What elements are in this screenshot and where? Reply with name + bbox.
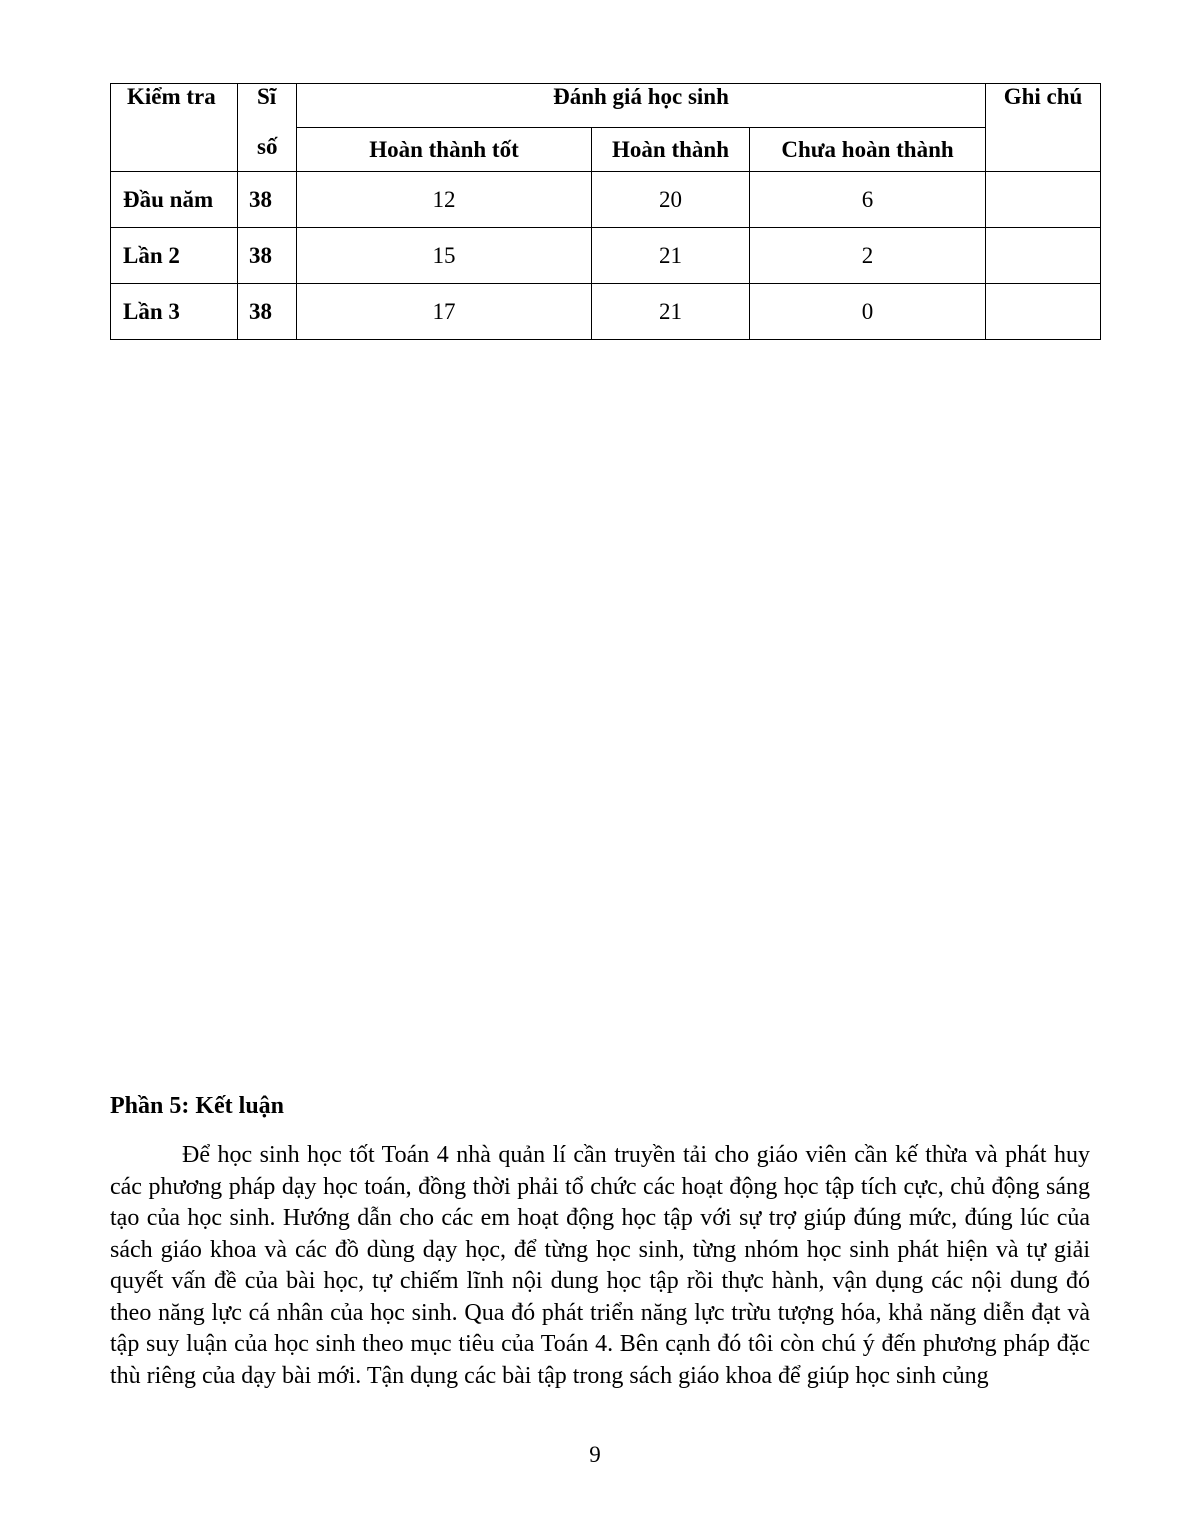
section-paragraph: Để học sinh học tốt Toán 4 nhà quản lí cần truyền tải cho giáo viên cần kế thừa và phát huy các phương pháp dạy học toán, đồng thời phải tổ chức các hoạt động học tập tích cực, chủ động sáng tạo của học sinh. Hướng dẫn cho các em hoạt động học tập với sự trợ giúp đúng mức, đúng lúc của sách giáo khoa và các đồ dùng dạy học, để từng học sinh, từng nhóm học sinh phát hiện và tự giải quyết vấn đề của bài học, tự chiếm lĩnh nội dung học tập rồi thực hành, vận dụng các nội dung đó theo năng lực cá nhân của học sinh. Qua đó phát triển năng lực trừu tượng hóa, khả năng diễn đạt và tập suy luận của học sinh theo mục tiêu của Toán 4. Bên cạnh đó tôi còn chú ý đến phương pháp đặc thù riêng của dạy bài mới. Tận dụng các bài tập trong sách giáo khoa để giúp học sinh củng bbox=[110, 1142, 1090, 1389]
row-label: Đầu năm bbox=[111, 172, 238, 228]
row-chua-hoan-thanh: 2 bbox=[750, 228, 986, 284]
page-number: 9 bbox=[589, 1442, 601, 1467]
row-chua-hoan-thanh: 6 bbox=[750, 172, 986, 228]
row-hoan-thanh-tot: 12 bbox=[297, 172, 592, 228]
row-si-so: 38 bbox=[238, 228, 297, 284]
row-hoan-thanh-tot: 17 bbox=[297, 284, 592, 340]
header-si-so-top: Sĩ bbox=[238, 84, 297, 128]
header-hoan-thanh-tot: Hoàn thành tốt bbox=[297, 128, 592, 172]
row-hoan-thanh: 20 bbox=[592, 172, 750, 228]
row-si-so: 38 bbox=[238, 284, 297, 340]
header-kiem-tra: Kiểm tra bbox=[111, 84, 238, 172]
header-ghi-chu: Ghi chú bbox=[986, 84, 1101, 172]
table-row bbox=[111, 284, 1101, 340]
section-heading: Phần 5: Kết luận bbox=[110, 1093, 285, 1119]
header-chua-hoan-thanh: Chưa hoàn thành bbox=[750, 128, 986, 172]
header-si-so-bottom: số bbox=[238, 128, 297, 172]
row-chua-hoan-thanh: 0 bbox=[750, 284, 986, 340]
evaluation-table bbox=[110, 83, 1101, 340]
row-ghi-chu bbox=[986, 284, 1101, 340]
header-hoan-thanh: Hoàn thành bbox=[592, 128, 750, 172]
header-danh-gia: Đánh giá học sinh bbox=[297, 84, 986, 128]
row-ghi-chu bbox=[986, 228, 1101, 284]
row-hoan-thanh-tot: 15 bbox=[297, 228, 592, 284]
row-label: Lần 2 bbox=[111, 228, 238, 284]
row-hoan-thanh: 21 bbox=[592, 228, 750, 284]
table-row bbox=[111, 172, 1101, 228]
table-row bbox=[111, 228, 1101, 284]
row-si-so: 38 bbox=[238, 172, 297, 228]
row-hoan-thanh: 21 bbox=[592, 284, 750, 340]
row-label: Lần 3 bbox=[111, 284, 238, 340]
row-ghi-chu bbox=[986, 172, 1101, 228]
